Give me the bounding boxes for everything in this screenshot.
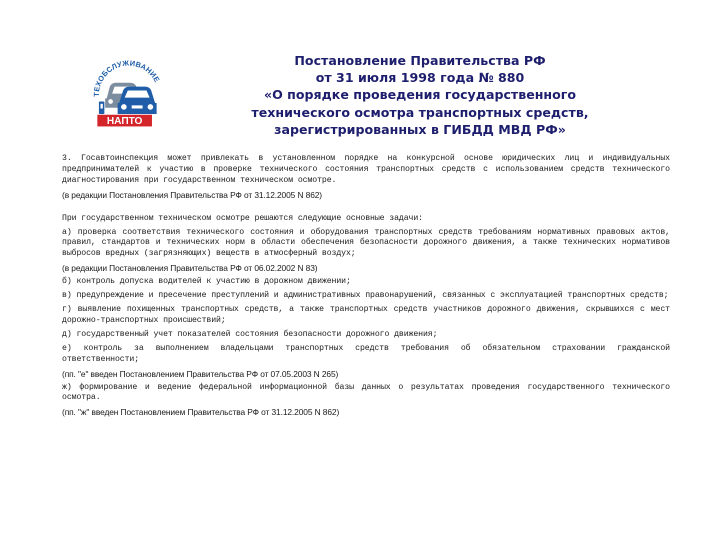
amendment-note: (пп. "е" введен Постановлением Правительства РФ от 07.05.2003 N 265) <box>62 368 339 379</box>
task-g: г) выявление похищенных транспортных средств, а также транспортных средств участников дорожного движения, скрывшихся с мест дорожно-транспортных происшествий; <box>62 305 670 325</box>
title-line: от 31 июля 1998 года № 880 <box>315 70 525 86</box>
napto-logo <box>88 50 166 128</box>
logo-arc-text: ТЕХОБСЛУЖИВАНИЕ <box>91 58 162 97</box>
amendment-note: (в редакции Постановления Правительства РФ от 06.02.2002 N 83) <box>62 263 318 274</box>
task-a: а) проверка соответствия технического состояния и оборудования транспортных средств требованиям нормативных правовых актов, правил, стандартов и технических норм в области обеспечения безопасности дорожного движения, а также технических нормативов выбросов вредных (загрязняющих) веществ в атмосферный воздух; <box>62 227 670 259</box>
tasks-intro: При государственном техническом осмотре решаются следующие основные задачи: <box>62 213 423 223</box>
amendment-note: (пп. "ж" введен Постановлением Правительства РФ от 31.12.2005 N 862) <box>62 407 340 418</box>
title-line: зарегистрированных в ГИБДД МВД РФ» <box>274 121 566 137</box>
task-e: е) контроль за выполнением владельцами транспортных средств требования об обязательном страховании гражданской ответственности; <box>62 343 670 364</box>
logo-car-front <box>118 87 157 114</box>
logo-badge-text: НАПТО <box>106 116 143 128</box>
task-d: д) государственный учет показателей состояния безопасности дорожного движения; <box>62 329 438 339</box>
document-title <box>190 52 650 138</box>
logo-key-icon <box>99 101 104 113</box>
task-zh: ж) формирование и ведение федеральной информационной базы данных о результатах проведения государственного технического осмотра. <box>62 382 670 403</box>
amendment-note: (в редакции Постановления Правительства РФ от 31.12.2005 N 862) <box>62 189 322 200</box>
title-line: Постановление Правительства РФ <box>294 53 546 68</box>
title-line: «О порядке проведения государственного <box>263 87 577 103</box>
document-body <box>62 154 670 421</box>
task-v: в) предупреждение и пресечение преступлений и административных правонарушений, связанных с эксплуатацией транспортных средств; <box>62 291 669 301</box>
task-b: б) контроль допуска водителей к участию в дорожном движении; <box>62 277 351 287</box>
title-line: технического осмотра транспортных средств, <box>251 104 589 120</box>
paragraph-3: 3. Госавтоинспекция может привлекать в установленном порядке на конкурсной основе юридических лиц и индивидуальных предпринимателей к участию в проверке технического состояния транспортных средств с использованием средств технического диагностирования при государственном техническом осмотре. <box>62 154 670 185</box>
